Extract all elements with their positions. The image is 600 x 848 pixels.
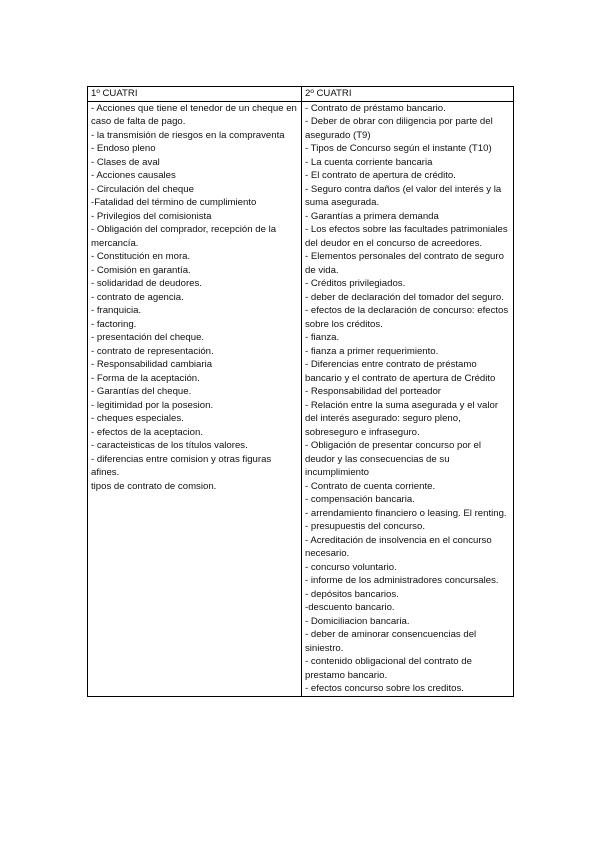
second-term-topic-item: - contenido obligacional del contrato de prestamo bancario. (305, 656, 472, 681)
first-term-topic-item: - Endoso pleno (91, 143, 156, 154)
second-term-topic-item: - fianza a primer requerimiento. (305, 345, 439, 357)
first-term-topics-cell (88, 101, 302, 696)
second-term-topic-item: - El contrato de apertura de crédito. (305, 170, 456, 181)
first-term-topic-item: - contrato de agencia. (91, 291, 184, 303)
first-term-topic-item: - contrato de representación. (91, 345, 214, 357)
second-term-topic-item: - compensación bancaria. (305, 494, 415, 505)
first-term-topic-item: - la transmisión de riesgos en la compraventa (91, 129, 285, 141)
first-term-topic-item: - Obligación del comprador, recepción de la mercancía. (91, 224, 277, 249)
second-term-topic-item: - Domiciliacion bancaria. (305, 615, 410, 627)
second-term-topic-item: - fianza. (305, 332, 340, 343)
second-term-topic-item: - Deber de obrar con diligencia por parte del asegurado (T9) (305, 116, 493, 141)
table-body-row (88, 101, 514, 696)
second-term-topic-item: - Los efectos sobre las facultades patrimoniales del deudor en el concurso de acreedores. (305, 224, 508, 249)
first-term-topic-item: - Responsabilidad cambiaria (91, 359, 213, 370)
second-term-topic-item: - Acreditación de insolvencia en el concurso necesario. (305, 534, 492, 559)
second-term-topic-item: - Créditos privilegiados. (305, 278, 406, 289)
second-term-topic-item: - Obligación de presentar concurso por el deudor y las consecuencias de su incumplimiento (305, 440, 481, 478)
first-term-topic-item: - Circulación del cheque (91, 183, 194, 195)
second-term-topic-item: - depósitos bancarios. (305, 588, 399, 600)
second-term-topic-item: - deber de aminorar consencuencias del siniestro. (305, 629, 477, 654)
second-term-topic-item: - Responsabilidad del porteador (305, 386, 441, 397)
second-term-topic-item: - Diferencias entre contrato de préstamo bancario y el contrato de apertura de Crédito (305, 359, 496, 384)
second-term-topic-item: - efectos de la declaración de concurso: efectos sobre los créditos. (305, 305, 509, 330)
first-term-topic-item: - presentación del cheque. (91, 332, 205, 343)
first-term-topic-item: - legitimidad por la posesion. (91, 399, 214, 411)
first-term-topic-item: - Forma de la aceptación. (91, 372, 200, 384)
second-term-topic-item: - arrendamiento financiero o leasing. El renting. (305, 507, 507, 519)
first-term-topic-item: - franquicia. (91, 305, 142, 316)
table-header-row (88, 87, 514, 102)
second-term-topic-item: - concurso voluntario. (305, 561, 397, 573)
first-term-topic-item: - Privilegios del comisionista (91, 210, 212, 222)
first-term-topic-item: - Clases de aval (91, 156, 160, 168)
first-term-topic-item: tipos de contrato de comsion. (91, 480, 217, 492)
second-term-topic-item: - Contrato de cuenta corriente. (305, 480, 436, 492)
second-term-topic-item: - informe de los administradores concursales. (305, 575, 499, 586)
second-term-topic-item: - deber de declaración del tomador del seguro. (305, 291, 504, 303)
second-term-topic-item: - Tipos de Concurso según el instante (T10) (305, 143, 492, 154)
second-term-topic-item: - efectos concurso sobre los creditos. (305, 683, 464, 694)
first-term-topic-item: - caracteisticas de los títulos valores. (91, 440, 248, 451)
first-term-topic-item: - factoring. (91, 318, 137, 330)
first-term-topic-item: - efectos de la aceptacion. (91, 426, 203, 438)
first-term-topic-item: -Fatalidad del término de cumplimiento (91, 197, 257, 208)
second-term-topic-item: - Seguro contra daños (el valor del interés y la suma asegurada. (305, 183, 502, 208)
second-term-topic-item: - Garantías a primera demanda (305, 210, 439, 222)
second-term-topic-item: - Relación entre la suma asegurada y el valor del interés asegurado: seguro pleno, sobreseguro e infraseguro. (305, 399, 499, 438)
first-term-topic-item: - Acciones que tiene el tenedor de un cheque en caso de falta de pago. (91, 102, 297, 127)
second-term-topics-cell (302, 101, 514, 696)
first-term-topic-item: - solidaridad de deudores. (91, 278, 202, 289)
topics-table (87, 86, 514, 697)
second-term-topic-item: - presupuestis del concurso. (305, 521, 425, 532)
second-term-topic-item: - Elementos personales del contrato de seguro de vida. (305, 251, 504, 276)
second-term-topic-item: -descuento bancario. (305, 602, 395, 613)
first-term-topic-item: - Comisión en garantía. (91, 264, 191, 276)
header-second-term: 2º CUATRI (302, 87, 514, 102)
first-term-topic-item: - diferencias entre comision y otras figuras afines. (91, 453, 272, 478)
first-term-topic-item: - Garantías del cheque. (91, 386, 192, 397)
first-term-topic-item: - Acciones causales (91, 170, 176, 181)
second-term-topic-item: - La cuenta corriente bancaria (305, 156, 433, 168)
first-term-topic-item: - Constitución en mora. (91, 251, 191, 262)
header-first-term: 1º CUATRI (88, 87, 302, 102)
first-term-topic-item: - cheques especiales. (91, 413, 184, 424)
second-term-topic-item: - Contrato de préstamo bancario. (305, 102, 446, 114)
